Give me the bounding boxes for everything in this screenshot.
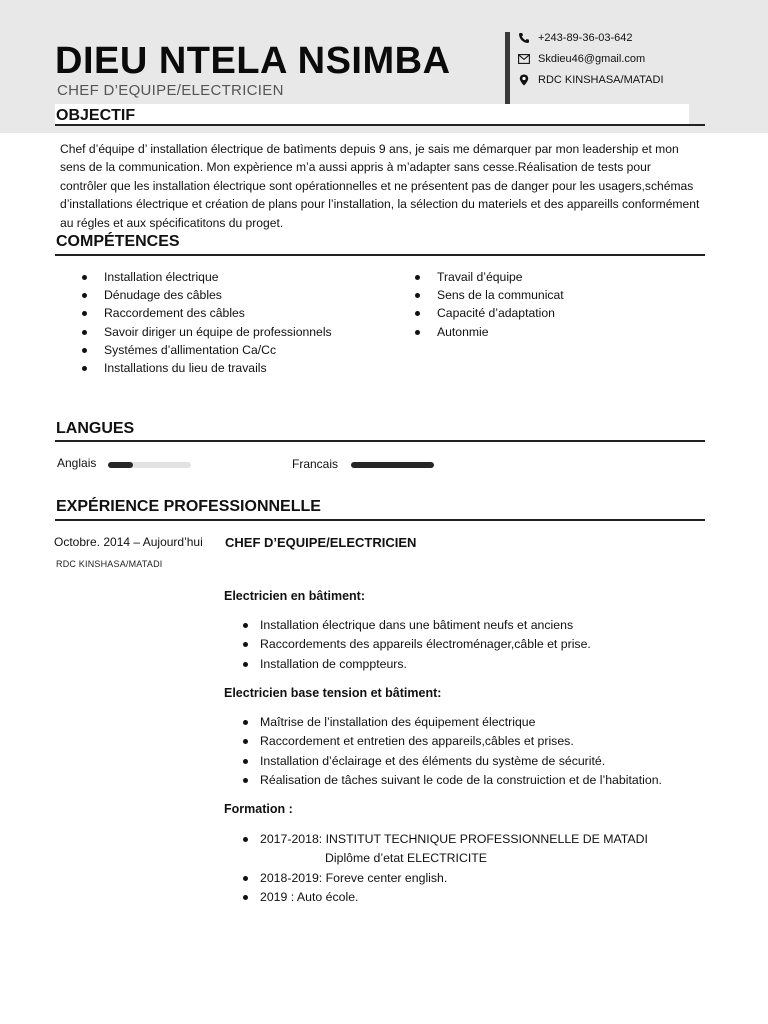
list-item: Installation électrique: [80, 268, 332, 286]
experience-rule: [55, 519, 705, 521]
list-item: 2019 : Auto école.: [224, 888, 648, 907]
formation-list: [224, 830, 648, 907]
contact-email: [517, 52, 645, 65]
competences-rule: [55, 254, 705, 256]
phone-icon: [517, 31, 530, 44]
language-level-bar-francais: [351, 462, 434, 468]
diploma-detail: Diplôme d’etat ELECTRICITE: [325, 851, 487, 865]
list-item: Capacité d’adaptation: [413, 304, 564, 322]
list-item: Savoir diriger un équipe de professionnels: [80, 323, 332, 341]
formation-heading: Formation :: [224, 802, 293, 816]
list-item: Travail d’équipe: [413, 268, 564, 286]
list-item: Installation de comppteurs.: [224, 655, 591, 674]
langues-heading: LANGUES: [56, 420, 135, 437]
list-item: Maîtrise de l’installation des équipement électrique: [224, 713, 662, 732]
contact-location: [517, 73, 664, 86]
competences-left-list: [80, 268, 332, 377]
subsection-heading: Electricien base tension et bâtiment:: [224, 686, 442, 700]
list-item: Installation d’éclairage et des éléments du système de sécurité.: [224, 752, 662, 771]
subsection-heading: Electricien en bâtiment:: [224, 589, 366, 603]
candidate-name: DIEU NTELA NSIMBA: [55, 40, 451, 82]
experience-heading: EXPÉRIENCE PROFESSIONNELLE: [56, 498, 321, 515]
langues-rule: [55, 440, 705, 442]
objectif-heading-box: [55, 104, 689, 124]
envelope-icon: [517, 52, 530, 65]
list-item: 2018-2019: Foreve center english.: [224, 869, 648, 888]
list-item: Installation électrique dans une bâtiment neufs et anciens: [224, 616, 591, 635]
experience-date: Octobre. 2014 – Aujourd’hui: [54, 535, 203, 549]
experience-location: RDC KINSHASA/MATADI: [56, 559, 163, 569]
list-item: Raccordement et entretien des appareils,câbles et prises.: [224, 732, 662, 751]
language-level-bar-anglais: [108, 462, 191, 468]
phone-number: +243-89-36-03-642: [538, 31, 633, 44]
location-text: RDC KINSHASA/MATADI: [538, 73, 664, 86]
objectif-heading: OBJECTIF: [56, 107, 136, 124]
list-item: Sens de la communicat: [413, 286, 564, 304]
list-item: Systémes d’allimentation Ca/Cc: [80, 341, 332, 359]
language-name-anglais: Anglais: [57, 456, 97, 470]
list-item: Raccordement des câbles: [80, 304, 332, 322]
language-level-fill: [351, 462, 434, 468]
experience-role: CHEF D’EQUIPE/ELECTRICIEN: [225, 535, 417, 550]
objectif-text: Chef d’équipe d’ installation électrique de batìments depuis 9 ans, je sais me démarquer par mon leadership et mon sens de la communication. Mon expèrience m’a aussi appris à m’adapter sans cesse.Réalisation de tests pour contrôler que les installation électrique sont opérationnelles et ne présentent pas de danger pour les usagers,schémas d’installations électrique et création de plans pour l’installation, la sélection du materiels et des appareills conformément au régles et aux spécificatitons du proget.: [60, 142, 700, 230]
list-item: Raccordements des appareils électroménager,câble et prise.: [224, 635, 591, 654]
objectif-rule: [55, 124, 705, 126]
contact-phone: [517, 31, 633, 44]
subsection-list: [224, 616, 591, 674]
email-address: Skdieu46@gmail.com: [538, 52, 646, 65]
language-level-fill: [108, 462, 133, 468]
list-item: Dénudage des câbles: [80, 286, 332, 304]
job-title: CHEF D’EQUIPE/ELECTRICIEN: [57, 82, 284, 99]
competences-heading: COMPÉTENCES: [56, 233, 180, 250]
list-item: Réalisation de tâches suivant le code de la construiction et de l’habitation.: [224, 771, 662, 790]
contact-divider: [505, 32, 510, 104]
list-item: 2017-2018: INSTITUT TECHNIQUE PROFESSIONNELLE DE MATADI: [224, 830, 648, 849]
language-name-francais: Francais: [292, 457, 339, 471]
list-item: Installations du lieu de travails: [80, 359, 332, 377]
list-item: Autonmie: [413, 323, 564, 341]
competences-right-list: [413, 268, 564, 341]
subsection-list: [224, 713, 662, 790]
location-pin-icon: [517, 73, 530, 86]
